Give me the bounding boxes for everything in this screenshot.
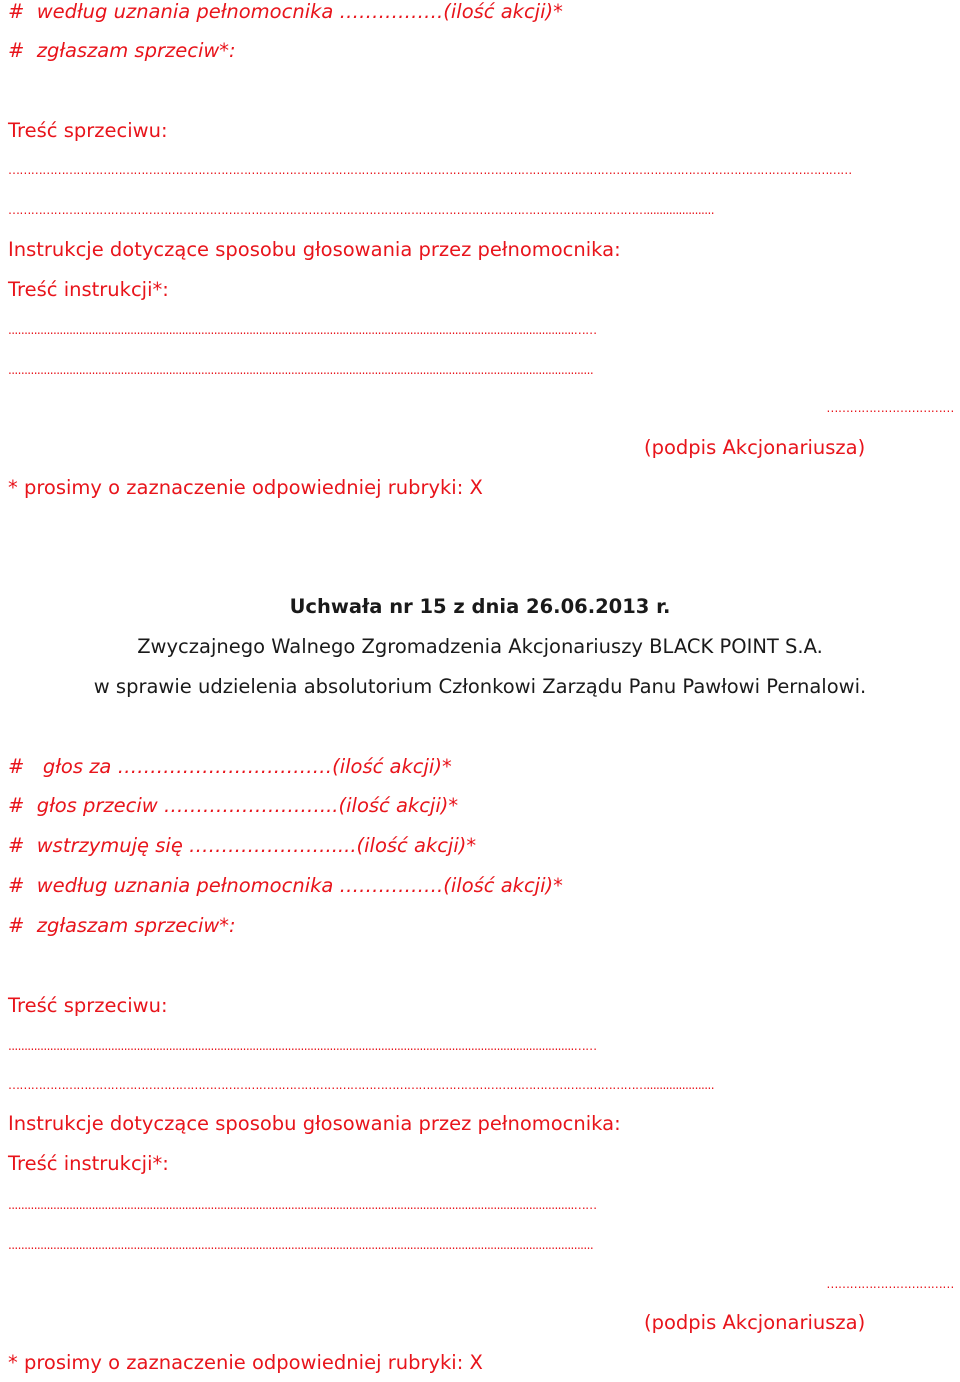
vote-against: # głos przeciw ……………………...(ilość akcji)* xyxy=(8,794,459,817)
footnote-mark-box: * prosimy o zaznaczenie odpowiedniej rubryki: X xyxy=(8,1351,483,1374)
fill-in-dots-line: ................................................................................................................................................................................…… xyxy=(8,1198,597,1212)
fill-in-dots-line: ................................................................................................................................................................................…… xyxy=(8,323,597,337)
signature-label: (podpis Akcjonariusza) xyxy=(644,1311,866,1334)
proxy-instructions-label: Instrukcje dotyczące sposobu głosowania przez pełnomocnika: xyxy=(8,1112,621,1135)
instructions-content-label: Treść instrukcji*: xyxy=(8,1152,169,1175)
fill-in-dots-line: …………………………………………………………………………………………………………………………………………………………………………………………………… xyxy=(8,163,852,177)
fill-in-dots-line: ...................................................................................................................................................................................... xyxy=(8,1238,594,1252)
vote-according-to-proxy: # według uznania pełnomocnika …………….(ilość akcji)* xyxy=(8,874,563,897)
fill-in-dots-line: ...................................................................................................................................................................................... xyxy=(8,363,594,377)
signature-dots: …………………………… xyxy=(826,401,954,415)
vote-for: # głos za ……………………………(ilość akcji)* xyxy=(8,755,452,778)
signature-dots: …………………………… xyxy=(826,1277,954,1291)
vote-according-to-proxy: # według uznania pełnomocnika …………….(ilość akcji)* xyxy=(8,0,563,23)
fill-in-dots-line: ……………………………………………………………………………………………………………………………………………………..................... xyxy=(8,203,714,217)
instructions-content-label: Treść instrukcji*: xyxy=(8,278,169,301)
resolution-title: Uchwała nr 15 z dnia 26.06.2013 r. xyxy=(289,595,671,618)
fill-in-dots-line: ................................................................................................................................................................................…… xyxy=(8,1039,597,1053)
objection-content-label: Treść sprzeciwu: xyxy=(8,994,168,1017)
footnote-mark-box: * prosimy o zaznaczenie odpowiedniej rubryki: X xyxy=(8,476,483,499)
proxy-instructions-label: Instrukcje dotyczące sposobu głosowania przez pełnomocnika: xyxy=(8,238,621,261)
signature-label: (podpis Akcjonariusza) xyxy=(644,436,866,459)
vote-abstain: # wstrzymuję się ………………….....(ilość akcji)* xyxy=(8,834,477,857)
fill-in-dots-line: ……………………………………………………………………………………………………………………………………………………..................... xyxy=(8,1078,714,1092)
objection-line: # zgłaszam sprzeciw*: xyxy=(8,39,236,62)
objection-content-label: Treść sprzeciwu: xyxy=(8,119,168,142)
resolution-subtitle: Zwyczajnego Walnego Zgromadzenia Akcjonariuszy BLACK POINT S.A. xyxy=(137,635,823,658)
resolution-subject: w sprawie udzielenia absolutorium Członkowi Zarządu Panu Pawłowi Pernalowi. xyxy=(93,675,867,698)
objection-line: # zgłaszam sprzeciw*: xyxy=(8,914,236,937)
